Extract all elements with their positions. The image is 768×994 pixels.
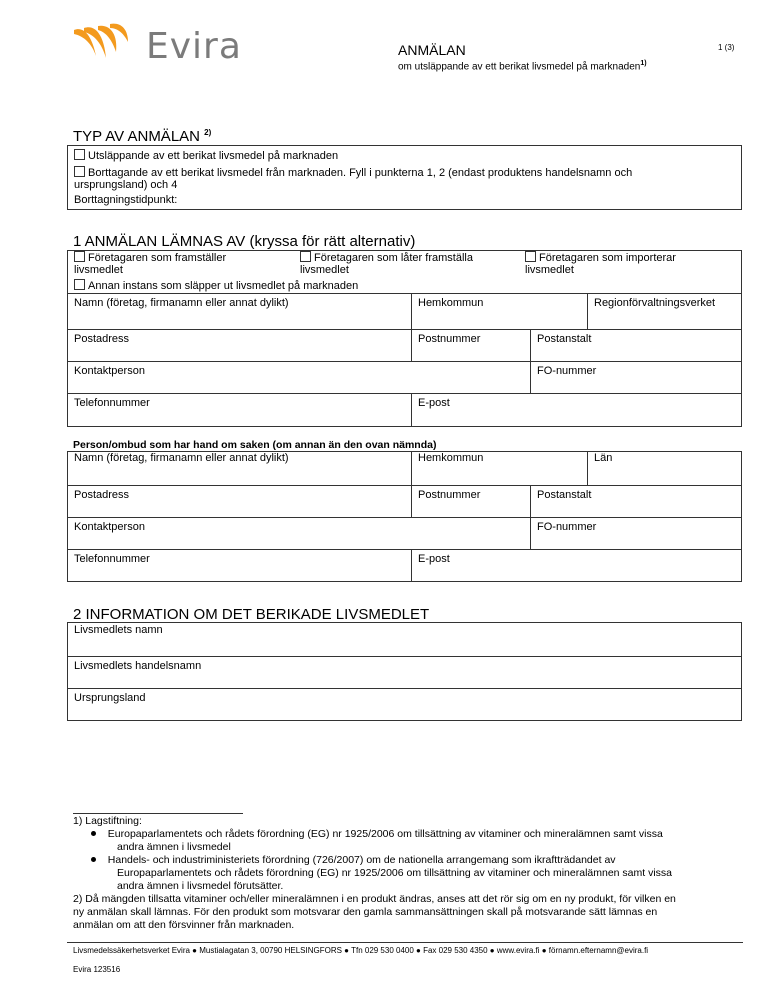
b1-line1: Europaparlamentets och rådets förordning (EG) nr 1925/2006 om tillsättning av vitaminer och mineralämnen samt vissa [107,828,663,840]
section1-heading: 1 ANMÄLAN LÄMNAS AV (kryssa för rätt alternativ) [73,233,416,250]
opt-manufacturer[interactable] [74,251,226,264]
typ-option-removal-cont: ursprungsland) och 4 [74,179,178,191]
footnote-2-line2: ny anmälan skall lämnas. För den produkt som motsvarar den gamla sammansättningen skall på motsvarande sätt lämnas en [73,906,658,918]
typ-heading [73,128,211,145]
typ-box [67,145,742,210]
p-row-post [68,485,741,518]
s1-row-name [68,293,741,330]
typ-footnote-ref: 2) [204,128,212,137]
evira-logo-icon [70,22,140,66]
logo-text: Evira [146,26,242,67]
p-postnummer-label: Postnummer [418,489,481,501]
s1-postanstalt-field[interactable] [530,330,741,362]
p-hemkommun-label: Hemkommun [418,452,484,464]
s1-fo-nummer-field[interactable] [530,362,741,394]
footnote-1-bullet-1 [73,828,743,854]
opt-importer-cont: livsmedlet [525,264,574,276]
footer-address: Livsmedelssäkerhetsverket Evira ● Mustialagatan 3, 00790 HELSINGFORS ● Tfn 029 530 0400 ● Fax 029 530 4350 ● www.evira.fi ● förnamn.efternamn@evira.fi [73,946,649,955]
opt-manufacturer-label: Företagaren som framställer [88,252,227,264]
opt-importer[interactable] [525,251,676,264]
typ-option-removal-label: Borttagande av ett berikat livsmedel från marknaden. Fyll i punkterna 1, 2 (endast produktens handelsnamn och [88,167,633,179]
s1-row-contact [68,361,741,394]
p-row-name [68,451,741,485]
section1-box [67,250,742,427]
s1-epost-field[interactable] [411,394,741,427]
b2-line1: Handels- och industriministeriets förordning (726/2007) om de nationella arrangemang som ikraftträdandet av [107,854,616,866]
evira-logo [70,22,250,72]
s1-postnummer-label: Postnummer [418,333,481,345]
section2-box [67,622,742,721]
b2-line3: andra ämnen i livsmedel förutsätter. [117,880,284,892]
s1-epost-label: E-post [418,397,450,409]
opt-importer-label: Företagaren som importerar [539,252,676,264]
person-box [67,451,742,582]
p-telefon-field[interactable]: Telefonnummer [74,553,150,565]
s1-telefon-field[interactable]: Telefonnummer [74,397,150,409]
checkbox-commissioner[interactable] [300,251,311,262]
footnote-1-bullet-2 [73,854,743,893]
opt-other[interactable] [74,279,358,292]
typ-heading-text: TYP AV ANMÄLAN [73,128,200,145]
p-row-contact [68,517,741,550]
p-kontaktperson-field[interactable]: Kontaktperson [74,521,145,533]
p-lan-field[interactable] [587,451,741,485]
s1-region-field[interactable] [587,294,741,330]
s2-row-handelsnamn [68,656,741,689]
s1-postadress-field[interactable]: Postadress [74,333,130,345]
s1-row-phone [68,393,741,427]
footnote-1-title: 1) Lagstiftning: [73,815,142,827]
s2-row-ursprungsland [68,688,741,721]
p-lan-label: Län [594,452,613,464]
page-title: ANMÄLAN [398,42,466,58]
p-postanstalt-field[interactable] [530,486,741,518]
opt-other-label: Annan instans som släpper ut livsmedlet på marknaden [88,280,359,292]
s1-kontaktperson-field[interactable]: Kontaktperson [74,365,145,377]
section2-heading: 2 INFORMATION OM DET BERIKADE LIVSMEDLET [73,606,430,623]
s1-fo-nummer-label: FO-nummer [537,365,597,377]
bullet-icon [91,857,96,862]
s1-row-post [68,329,741,362]
bullet-icon [91,831,96,836]
typ-option-release[interactable] [74,149,338,162]
s1-region-label: Regionförvaltningsverket [594,297,716,309]
s1-hemkommun-field[interactable] [411,294,587,330]
p-hemkommun-field[interactable] [411,451,587,485]
p-row-phone [68,549,741,582]
opt-commissioner-cont: livsmedlet [300,264,349,276]
p-fo-nummer-label: FO-nummer [537,521,597,533]
footnote-divider [73,813,243,814]
s1-postanstalt-label: Postanstalt [537,333,592,345]
s2-ursprungsland-field[interactable]: Ursprungsland [74,692,146,704]
checkbox-importer[interactable] [525,251,536,262]
typ-option-removal[interactable] [74,166,632,179]
s1-postnummer-field[interactable] [411,330,530,362]
checkbox-removal[interactable] [74,166,85,177]
person-heading: Person/ombud som har hand om saken (om annan än den ovan nämnda) [73,439,437,451]
s1-name-field[interactable]: Namn (företag, firmanamn eller annat dylikt) [74,297,289,309]
removal-time-label[interactable]: Borttagningstidpunkt: [74,194,178,206]
opt-commissioner[interactable] [300,251,473,264]
footnote-2-line1: 2) Då mängden tillsatta vitaminer och/eller mineralämnen i en produkt ändras, anses att det rör sig om en ny produkt, för vilken en [73,893,676,905]
b2-line2: Europaparlamentets och rådets förordning (EG) nr 1925/2006 om tillsättning av vitaminer och mineralämnen samt vissa [117,867,673,879]
checkbox-other[interactable] [74,279,85,290]
opt-manufacturer-cont: livsmedlet [74,264,123,276]
subtitle-text: om utsläppande av ett berikat livsmedel på marknaden [398,61,641,73]
p-fo-nummer-field[interactable] [530,518,741,550]
s2-handelsnamn-field[interactable]: Livsmedlets handelsnamn [74,660,202,672]
p-postanstalt-label: Postanstalt [537,489,592,501]
footer-divider [67,942,743,943]
s2-namn-field[interactable]: Livsmedlets namn [74,624,163,636]
p-postadress-field[interactable]: Postadress [74,489,130,501]
opt-commissioner-label: Företagaren som låter framställa [314,252,473,264]
checkbox-release[interactable] [74,149,85,160]
footer-code: Evira 123516 [73,965,121,974]
subtitle-footnote-ref: 1) [640,60,647,67]
footnotes [73,815,743,932]
p-name-field[interactable]: Namn (företag, firmanamn eller annat dylikt) [74,452,289,464]
page-subtitle [398,60,647,72]
p-epost-label: E-post [418,553,450,565]
p-epost-field[interactable] [411,550,741,582]
footnote-2-line3: anmälan om att den försvinner från marknaden. [73,919,295,931]
checkbox-manufacturer[interactable] [74,251,85,262]
page-number: 1 (3) [718,43,735,52]
s1-hemkommun-label: Hemkommun [418,297,484,309]
p-postnummer-field[interactable] [411,486,530,518]
b1-line2: andra ämnen i livsmedel [117,841,231,853]
typ-option-release-label: Utsläppande av ett berikat livsmedel på marknaden [88,150,339,162]
